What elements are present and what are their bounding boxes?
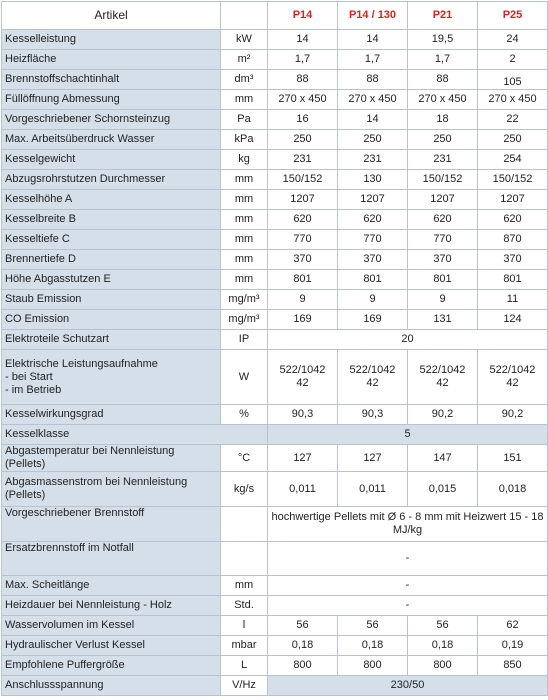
row-label: Kesselleistung <box>2 30 221 50</box>
header-row <box>2 2 548 30</box>
row-label: Vorgeschriebener Brennstoff <box>2 507 221 542</box>
row-value: 770 <box>268 230 338 250</box>
header-model-p21: P21 <box>408 2 478 30</box>
row-value: 147 <box>408 445 478 472</box>
row-value: 127 <box>338 445 408 472</box>
row-value: 620 <box>338 210 408 230</box>
row-value: 169 <box>338 310 408 330</box>
row-value: 150/152 <box>268 170 338 190</box>
row-value: 16 <box>268 110 338 130</box>
row-unit: °C <box>221 445 268 472</box>
row-value: 0,18 <box>408 636 478 656</box>
table-row <box>2 596 548 616</box>
row-unit: mm <box>221 90 268 110</box>
row-value: 0,011 <box>268 472 338 507</box>
row-label-line: - bei Start <box>5 370 53 383</box>
row-value: 770 <box>408 230 478 250</box>
row-unit: kg/s <box>221 472 268 507</box>
row-value: 62 <box>478 616 548 636</box>
row-value: 151 <box>478 445 548 472</box>
row-value: 800 <box>268 656 338 676</box>
row-label: Höhe Abgasstutzen E <box>2 270 221 290</box>
row-unit: L <box>221 656 268 676</box>
value-start: 522/1042 <box>349 364 396 376</box>
row-value-merged: - <box>268 596 548 616</box>
value-line: MJ/kg <box>392 524 423 536</box>
row-value: 0,19 <box>478 636 548 656</box>
value-start: 522/1042 <box>489 364 536 376</box>
row-unit: Pa <box>221 110 268 130</box>
row-value: 127 <box>268 445 338 472</box>
row-value: 254 <box>478 150 548 170</box>
header-model-p25: P25 <box>478 2 548 30</box>
row-label: Vorgeschriebener Schornsteinzug <box>2 110 221 130</box>
row-label: Abzugsrohrstutzen Durchmesser <box>2 170 221 190</box>
row-value: 169 <box>268 310 338 330</box>
row-value <box>408 350 478 405</box>
row-value: 24 <box>478 30 548 50</box>
row-unit: % <box>221 405 268 425</box>
row-value: 9 <box>268 290 338 310</box>
row-unit <box>221 507 268 542</box>
row-label: Heizfläche <box>2 50 221 70</box>
row-unit: mm <box>221 170 268 190</box>
row-unit: IP <box>221 330 268 350</box>
row-unit: Std. <box>221 596 268 616</box>
row-value: 800 <box>408 656 478 676</box>
row-label: Brennertiefe D <box>2 250 221 270</box>
row-value: 0,018 <box>478 472 548 507</box>
row-label: CO Emission <box>2 310 221 330</box>
table-row <box>2 130 548 150</box>
row-value: 0,015 <box>408 472 478 507</box>
table-row <box>2 472 548 507</box>
row-value: 270 x 450 <box>408 90 478 110</box>
row-label: Staub Emission <box>2 290 221 310</box>
row-label: Brennstoffschachtinhalt <box>2 70 221 90</box>
row-value: 150/152 <box>408 170 478 190</box>
row-value: 1,7 <box>338 50 408 70</box>
table-row <box>2 636 548 656</box>
row-label-line: Elektrische Leistungsaufnahme <box>5 357 158 370</box>
row-value: 800 <box>338 656 408 676</box>
table-row <box>2 230 548 250</box>
row-unit: mm <box>221 190 268 210</box>
row-label: Abgastemperatur bei Nennleistung (Pellets) <box>2 445 221 472</box>
row-value: 801 <box>478 270 548 290</box>
row-value: 801 <box>408 270 478 290</box>
row-value: 1207 <box>408 190 478 210</box>
row-value: 1,7 <box>408 50 478 70</box>
row-value: 9 <box>408 290 478 310</box>
row-unit: W <box>221 350 268 405</box>
row-unit: kg <box>221 150 268 170</box>
table-row <box>2 290 548 310</box>
row-value: 131 <box>408 310 478 330</box>
row-unit: mm <box>221 576 268 596</box>
row-label: Wasservolumen im Kessel <box>2 616 221 636</box>
table-row <box>2 270 548 290</box>
row-value: 88 <box>268 70 338 90</box>
row-value: 370 <box>478 250 548 270</box>
row-value <box>478 350 548 405</box>
row-value: 19,5 <box>408 30 478 50</box>
row-unit: l <box>221 616 268 636</box>
table-row <box>2 190 548 210</box>
row-unit: mg/m³ <box>221 310 268 330</box>
row-value: 90,3 <box>268 405 338 425</box>
row-value <box>268 350 338 405</box>
row-value: 14 <box>338 110 408 130</box>
row-value: 2 <box>478 50 548 70</box>
row-value: 56 <box>338 616 408 636</box>
row-label: Kesselwirkungsgrad <box>2 405 221 425</box>
row-label: Max. Scheitlänge <box>2 576 221 596</box>
row-label: Kesseltiefe C <box>2 230 221 250</box>
header-unit <box>221 2 268 30</box>
table-row <box>2 110 548 130</box>
row-value: 9 <box>338 290 408 310</box>
row-value: 270 x 450 <box>478 90 548 110</box>
row-value: 370 <box>408 250 478 270</box>
row-value-merged: 20 <box>268 330 548 350</box>
header-article: Artikel <box>2 2 221 30</box>
row-value: 90,2 <box>478 405 548 425</box>
row-unit: mg/m³ <box>221 290 268 310</box>
row-value: 1207 <box>478 190 548 210</box>
row-label-line: - im Betrieb <box>5 383 62 396</box>
row-label: Kesselklasse <box>2 425 268 445</box>
row-value: 1,7 <box>268 50 338 70</box>
row-unit: mm <box>221 230 268 250</box>
row-unit: m² <box>221 50 268 70</box>
table-row <box>2 70 548 90</box>
row-value: 250 <box>408 130 478 150</box>
row-value: 620 <box>408 210 478 230</box>
value-start: 522/1042 <box>419 364 466 376</box>
row-label: Anschlussspannung <box>2 676 221 696</box>
row-value: 90,3 <box>338 405 408 425</box>
table-row <box>2 170 548 190</box>
row-label: Hydraulischer Verlust Kessel <box>2 636 221 656</box>
row-value: 22 <box>478 110 548 130</box>
row-value: 11 <box>478 290 548 310</box>
value-betrieb: 42 <box>366 377 379 389</box>
row-value: 231 <box>338 150 408 170</box>
row-value: 801 <box>338 270 408 290</box>
row-label: Elektroteile Schutzart <box>2 330 221 350</box>
row-value: 0,18 <box>268 636 338 656</box>
row-label: Kesselhöhe A <box>2 190 221 210</box>
row-value: 90,2 <box>408 405 478 425</box>
row-value-merged: 5 <box>268 425 548 445</box>
table-row <box>2 210 548 230</box>
row-unit: mm <box>221 250 268 270</box>
row-value: 150/152 <box>478 170 548 190</box>
table-row <box>2 50 548 70</box>
row-value: 620 <box>478 210 548 230</box>
row-value-merged <box>268 507 548 542</box>
row-value: 56 <box>408 616 478 636</box>
row-unit: V/Hz <box>221 676 268 696</box>
row-label: Max. Arbeitsüberdruck Wasser <box>2 130 221 150</box>
row-unit: mm <box>221 210 268 230</box>
spec-table <box>1 1 548 696</box>
row-label: Füllöffnung Abmessung <box>2 90 221 110</box>
table-row <box>2 150 548 170</box>
table-row <box>2 30 548 50</box>
row-label: Ersatzbrennstoff im Notfall <box>2 542 221 576</box>
table-row <box>2 676 548 696</box>
row-value: 105 <box>478 70 548 90</box>
table-row <box>2 576 548 596</box>
table-row <box>2 310 548 330</box>
table-row <box>2 616 548 636</box>
header-model-p14: P14 <box>268 2 338 30</box>
row-value: 130 <box>338 170 408 190</box>
row-label: Kesselgewicht <box>2 150 221 170</box>
table-row <box>2 250 548 270</box>
row-unit <box>221 542 268 576</box>
row-value: 124 <box>478 310 548 330</box>
table-row <box>2 656 548 676</box>
row-unit: mbar <box>221 636 268 656</box>
row-value: 370 <box>338 250 408 270</box>
row-value: 250 <box>338 130 408 150</box>
row-value: 620 <box>268 210 338 230</box>
row-unit: kW <box>221 30 268 50</box>
table-row <box>2 350 548 405</box>
row-value: 1207 <box>268 190 338 210</box>
row-value: 1207 <box>338 190 408 210</box>
row-label: Kesselbreite B <box>2 210 221 230</box>
row-value: 0,18 <box>338 636 408 656</box>
value-betrieb: 42 <box>436 377 449 389</box>
row-value: 18 <box>408 110 478 130</box>
row-value: 850 <box>478 656 548 676</box>
row-value: 0,011 <box>338 472 408 507</box>
row-value: 250 <box>478 130 548 150</box>
table-row <box>2 507 548 542</box>
row-value: 250 <box>268 130 338 150</box>
table-row <box>2 405 548 425</box>
table-row <box>2 542 548 576</box>
row-value-merged: 230/50 <box>268 676 548 696</box>
row-label-line: Abgasmassenstrom bei Nennleistung <box>5 476 188 488</box>
value-betrieb: 42 <box>296 377 309 389</box>
row-value: 770 <box>338 230 408 250</box>
row-value: 231 <box>268 150 338 170</box>
row-label <box>2 350 221 405</box>
row-value: 56 <box>268 616 338 636</box>
value-line: hochwertige Pellets mit Ø 6 - 8 mm mit Heizwert 15 - 18 <box>271 511 544 523</box>
row-value: 270 x 450 <box>268 90 338 110</box>
row-value: 88 <box>408 70 478 90</box>
row-value <box>338 350 408 405</box>
row-value: 370 <box>268 250 338 270</box>
row-unit: mm <box>221 270 268 290</box>
row-value: 14 <box>338 30 408 50</box>
row-unit: kPa <box>221 130 268 150</box>
row-value-merged: - <box>268 576 548 596</box>
row-value: 270 x 450 <box>338 90 408 110</box>
value-start: 522/1042 <box>279 364 326 376</box>
row-label-line: (Pellets) <box>5 489 46 501</box>
header-model-p14-130: P14 / 130 <box>338 2 408 30</box>
value-betrieb: 42 <box>506 377 519 389</box>
table-row <box>2 425 548 445</box>
row-value: 870 <box>478 230 548 250</box>
row-value: 801 <box>268 270 338 290</box>
table-row <box>2 330 548 350</box>
row-label <box>2 472 221 507</box>
table-row <box>2 445 548 472</box>
row-value: 14 <box>268 30 338 50</box>
row-label: Heizdauer bei Nennleistung - Holz <box>2 596 221 616</box>
row-label: Empfohlene Puffergröße <box>2 656 221 676</box>
row-value: 231 <box>408 150 478 170</box>
row-value-merged: - <box>268 542 548 576</box>
row-value: 88 <box>338 70 408 90</box>
row-unit: dm³ <box>221 70 268 90</box>
table-row <box>2 90 548 110</box>
